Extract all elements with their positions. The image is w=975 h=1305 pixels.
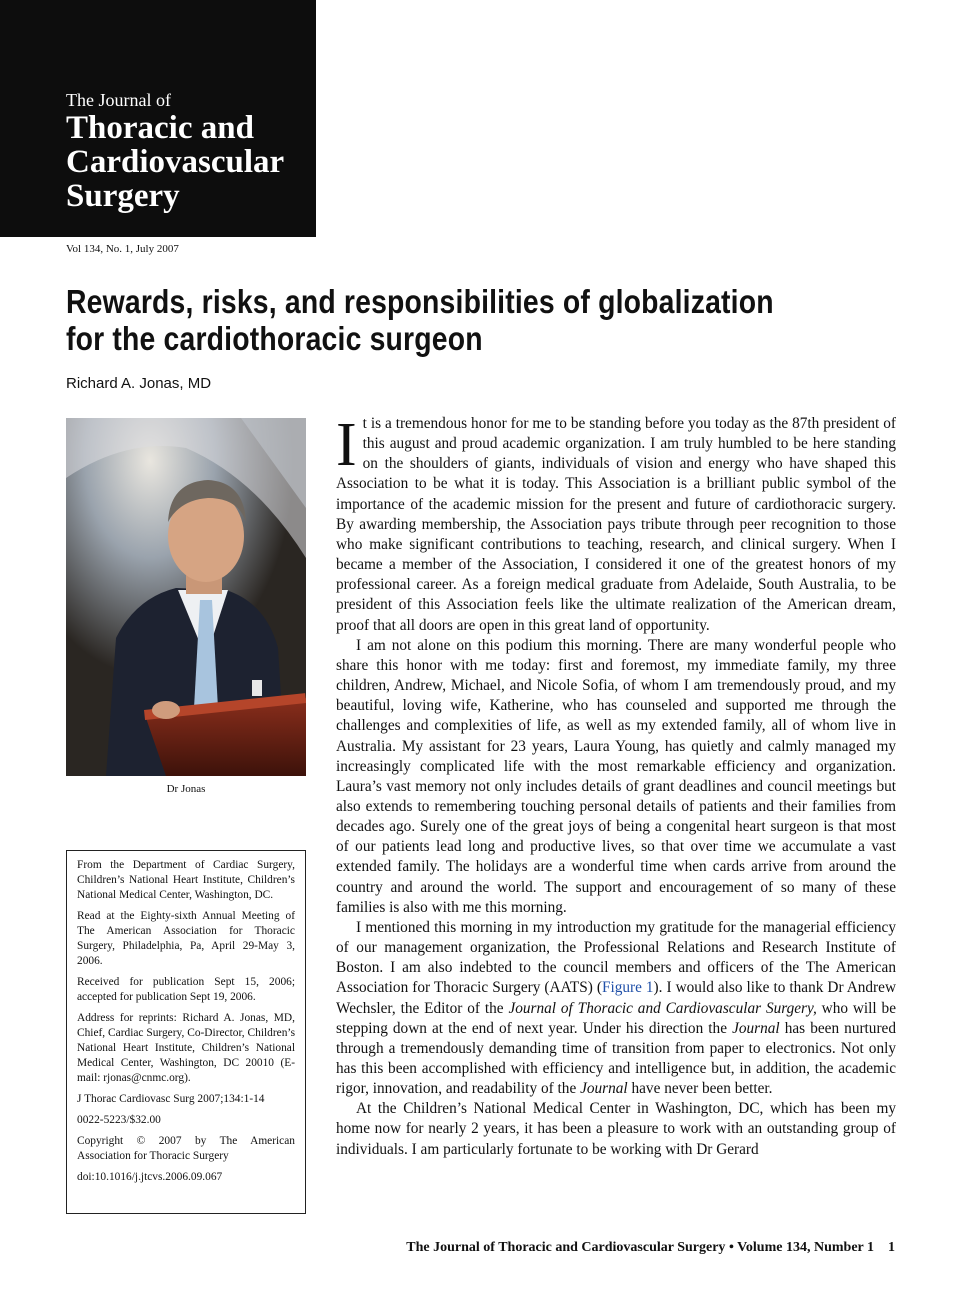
body-paragraph: At the Children’s National Medical Center in Washington, DC, which has been my home now for nearly 2 years, it has been a pleasure to work with an outstanding group of individuals. I am particularly fortunate to be working with Dr Gerard: [336, 1100, 896, 1158]
footer-bullet: •: [728, 1240, 734, 1255]
issn-text: 0022-5223/$32.00: [77, 1114, 161, 1126]
journal-italic: Journal: [580, 1080, 628, 1098]
body-paragraph: I am not alone on this podium this morning. There are many wonderful people who share this honor with me today: first and foremost, my immediate family, my three children, Andrew, Michael, and Nicole Sofia, of whom I am tremendously proud, and my beautiful, loving wife, Katherine, who has counseled and supported me through the challenges and complexities of life, as well as my extended family, all of whom live in Australia. My assistant for 23 years, Laura Young, has quietly and calmly managed my increasingly complicated life with the most remarkable efficiency and organization. Laura’s vast memory not only includes details of grant deadlines and council meetings but also extends to remembering touching personal details of patients and their families from decades ago. Surely one of the great joys of being a congenital heart surgeon is that most of our patients lead long and productive lives, so that over time we accumulate a vast extended family. The holidays are a wonderful time when cards arrive from around the country and around the world. The support and encouragement of so many of these families is also with me this morning.: [336, 636, 896, 916]
figure-1-link[interactable]: Figure 1: [601, 979, 654, 997]
body-paragraph: [336, 411, 896, 636]
meeting-text: Read at the Eighty-sixth Annual Meeting of The American Association for Thoracic Surgery, Philadelphia, Pa, April 29-May 3, 2006.: [77, 910, 295, 967]
article-info-box: [66, 850, 306, 1214]
paragraph-3-text-c: who will be stepping down at the end of next year. Under his direction the: [336, 999, 896, 1037]
doi-text: doi:10.1016/j.jtcvs.2006.09.067: [77, 1171, 223, 1183]
reprint-address-text: Address for reprints: Richard A. Jonas, MD, Chief, Cardiac Surgery, Co-Director, Children’s National Heart Institute, Children’s National Medical Center, Washington, DC 20010 (E-mail: rjonas@cnmc.org).: [77, 1012, 295, 1084]
citation-text: J Thorac Cardiovasc Surg 2007;134:1-14: [77, 1093, 265, 1105]
paragraph-3-text-e: have never been better.: [627, 1080, 773, 1098]
masthead-line-3: Surgery: [66, 178, 180, 214]
body-paragraph: [336, 918, 896, 1099]
affiliation-text: From the Department of Cardiac Surgery, Children’s National Heart Institute, Children’s National Medical Center, Washington, DC.: [77, 859, 295, 901]
page-number: 1: [888, 1240, 895, 1255]
paragraph-1-text: t is a tremendous honor for me to be standing before you today as the 87th president of this august and proud academic organization. I am truly humbled to be here standing on the shoulders of giants, individuals of vision and energy who have shaped this Association to be what it is today. This Association is a brilliant public symbol of the importance of the academic mission for the present and future of cardiothoracic surgery. By awarding membership, the Association pays tribute through peer recognition to those who make significant contributions to teaching, research, and clinical surgery. When I became a member of the Association, I considered it one of the greatest honors of my professional career. As a foreign medical graduate from Adelaide, South Australia, to be president of this Association feels like the ultimate realization of the American dream, proof that all doors are open in this great land of opportunity.: [336, 415, 896, 634]
author-photo-illustration: [66, 418, 306, 776]
journal-italic: Journal: [732, 1019, 780, 1037]
title-line-1: Rewards, risks, and responsibilities of globalization: [66, 283, 774, 320]
masthead-line-2: Cardiovascular: [66, 144, 285, 180]
masthead-title: [66, 111, 284, 213]
photo-caption: Dr Jonas: [166, 783, 206, 795]
masthead-line-1: Thoracic and: [66, 110, 254, 146]
received-text: Received for publication Sept 15, 2006; accepted for publication Sept 19, 2006.: [77, 976, 295, 1003]
article-body: [336, 411, 896, 1160]
page-footer: [406, 1240, 895, 1256]
paragraph-3-text-b: ). I would also like to thank Dr Andrew Wechsler, the Editor of the: [336, 979, 896, 1017]
volume-info: Vol 134, No. 1, July 2007: [66, 243, 179, 255]
article-title: [66, 283, 806, 357]
drop-cap: I: [336, 411, 357, 479]
journal-masthead: [0, 0, 316, 237]
masthead-small-text: The Journal of: [66, 90, 171, 110]
copyright-text: Copyright © 2007 by The American Association for Thoracic Surgery: [77, 1135, 295, 1162]
footer-journal: The Journal of Thoracic and Cardiovascular Surgery: [406, 1240, 726, 1255]
paragraph-3-text-d: has been nurtured through a tremendously demanding time of transition from paper to electronics. Not only has this been accomplished with efficiency and intelligence but, in addition, the academic rigor, innovation, and readability of the: [336, 1019, 896, 1098]
author-photo: [66, 418, 306, 776]
footer-volume: Volume 134, Number 1: [737, 1240, 874, 1255]
author-name: Richard A. Jonas, MD: [66, 375, 212, 392]
journal-name-italic: Journal of Thoracic and Cardiovascular Surgery,: [508, 999, 817, 1017]
title-line-2: for the cardiothoracic surgeon: [66, 320, 483, 357]
paragraph-3-text-a: I mentioned this morning in my introduction my gratitude for the managerial efficiency of our management organization, the Professional Relations and Research Institute of Boston. I am also indebted to the council members and officers of the The American Association for Thoracic Surgery (AATS) (: [336, 918, 896, 997]
